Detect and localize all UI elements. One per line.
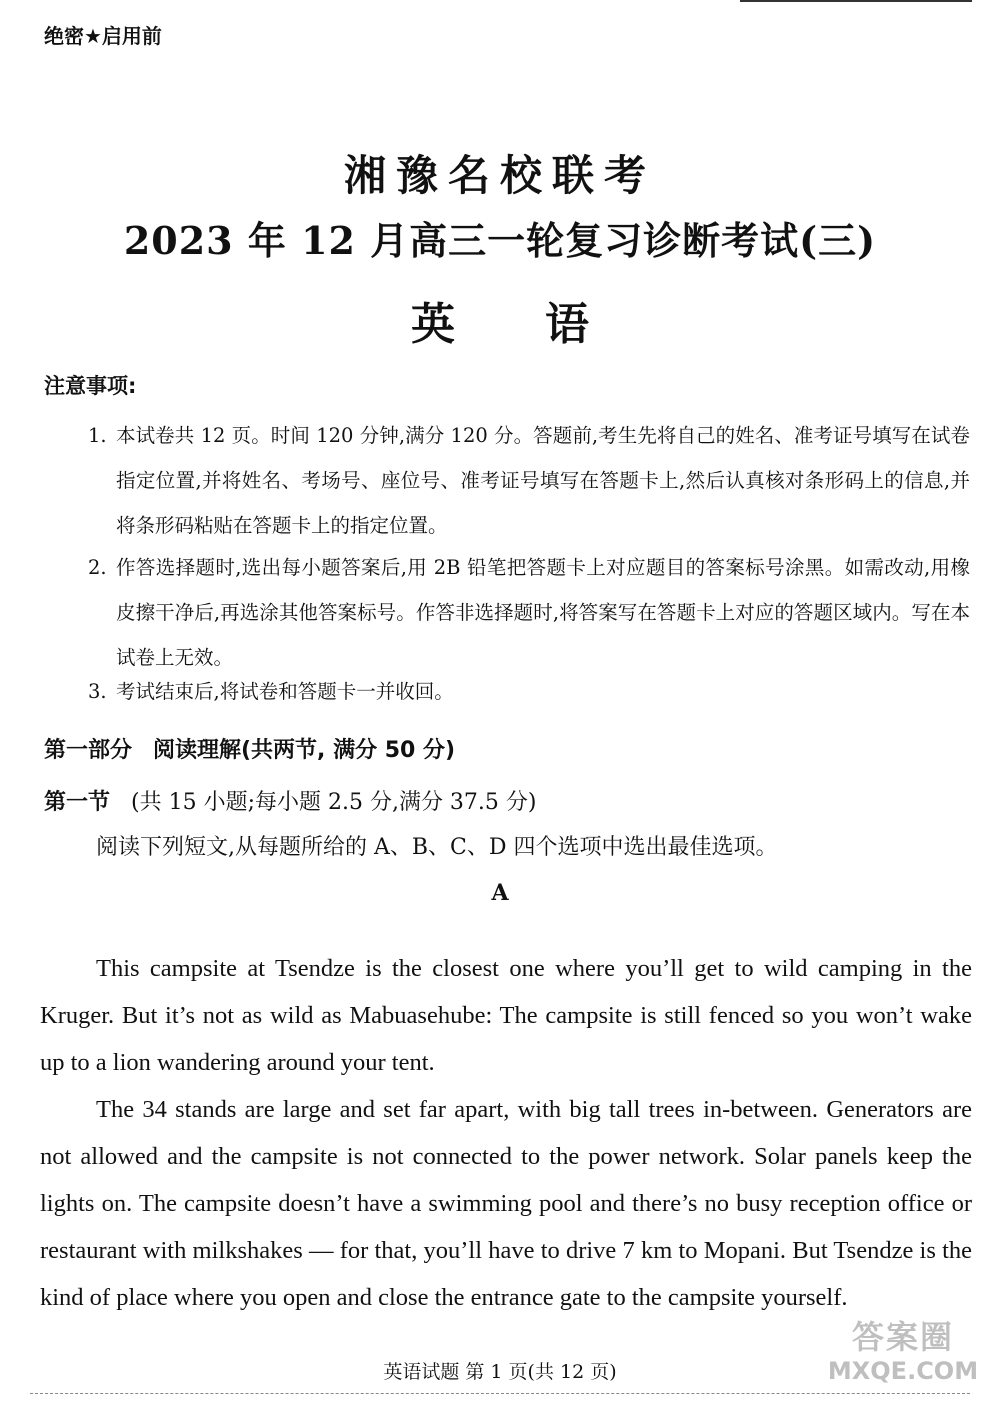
- part-label: 第一部分: [44, 738, 133, 763]
- reading-instruction: 阅读下列短文,从每题所给的 A、B、C、D 四个选项中选出最佳选项。: [96, 835, 778, 860]
- watermark-text: 答案圈: [851, 1318, 954, 1356]
- section-label: 第一节: [44, 790, 111, 815]
- bottom-rule: [30, 1393, 970, 1394]
- passage-letter: A: [491, 880, 509, 906]
- part-title: 阅读理解(共两节, 满分 50 分): [153, 738, 456, 763]
- top-rule: [740, 0, 972, 2]
- section-heading: [44, 785, 537, 816]
- secret-label: 绝密★启用前: [44, 24, 162, 48]
- section-info: (共 15 小题;每小题 2.5 分,满分 37.5 分): [131, 790, 537, 815]
- note-text: 考试结束后,将试卷和答题卡一并收回。: [116, 680, 454, 703]
- subject-title: 英语: [411, 299, 679, 350]
- note-number: 2.: [88, 556, 107, 579]
- watermark-logo: [818, 1318, 988, 1392]
- note-item: [88, 669, 970, 714]
- exam-organizer-title: 湘豫名校联考: [343, 151, 656, 200]
- notes-heading: 注意事项:: [44, 374, 137, 398]
- note-text: 本试卷共 12 页。时间 120 分钟,满分 120 分。答题前,考生先将自己的姓名、准考证号填写在试卷指定位置,并将姓名、考场号、座位号、准考证号填写在答题卡上,然后认真核对条形码上的信息,并将条形码粘贴在答题卡上的指定位置。: [116, 424, 970, 537]
- note-item: [88, 545, 970, 680]
- note-number: 1.: [88, 424, 107, 447]
- note-number: 3.: [88, 680, 107, 703]
- part-heading: [44, 733, 455, 764]
- passage-paragraph: The 34 stands are large and set far apart, with big tall trees in-between. Generators are not allowed and the campsite is not connected to the power network. Solar panels keep the lights on. The campsite doesn’t have a swimming pool and there’s no busy reception office or restaurant with milkshakes — for that, you’ll have to drive 7 km to Mopani. But Tsendze is the kind of place where you open and close the entrance gate to the campsite yourself.: [40, 1095, 972, 1311]
- note-item: [88, 413, 970, 548]
- page-footer: 英语试题 第 1 页(共 12 页): [383, 1361, 617, 1383]
- exam-name-title: 2023 年 12 月高三一轮复习诊断考试(三): [123, 218, 877, 263]
- note-text: 作答选择题时,选出每小题答案后,用 2B 铅笔把答题卡上对应题目的答案标号涂黑。如需改动,用橡皮擦干净后,再选涂其他答案标号。作答非选择题时,将答案写在答题卡上对应的答题区域内。写在本试卷上无效。: [116, 556, 970, 669]
- watermark-url: MXQE.COM: [827, 1357, 979, 1385]
- passage-paragraph: This campsite at Tsendze is the closest one where you’ll get to wild camping in the Kruger. But it’s not as wild as Mabuasehube: The campsite is still fenced so you won’t wake up to a lion wandering around your tent.: [40, 954, 972, 1076]
